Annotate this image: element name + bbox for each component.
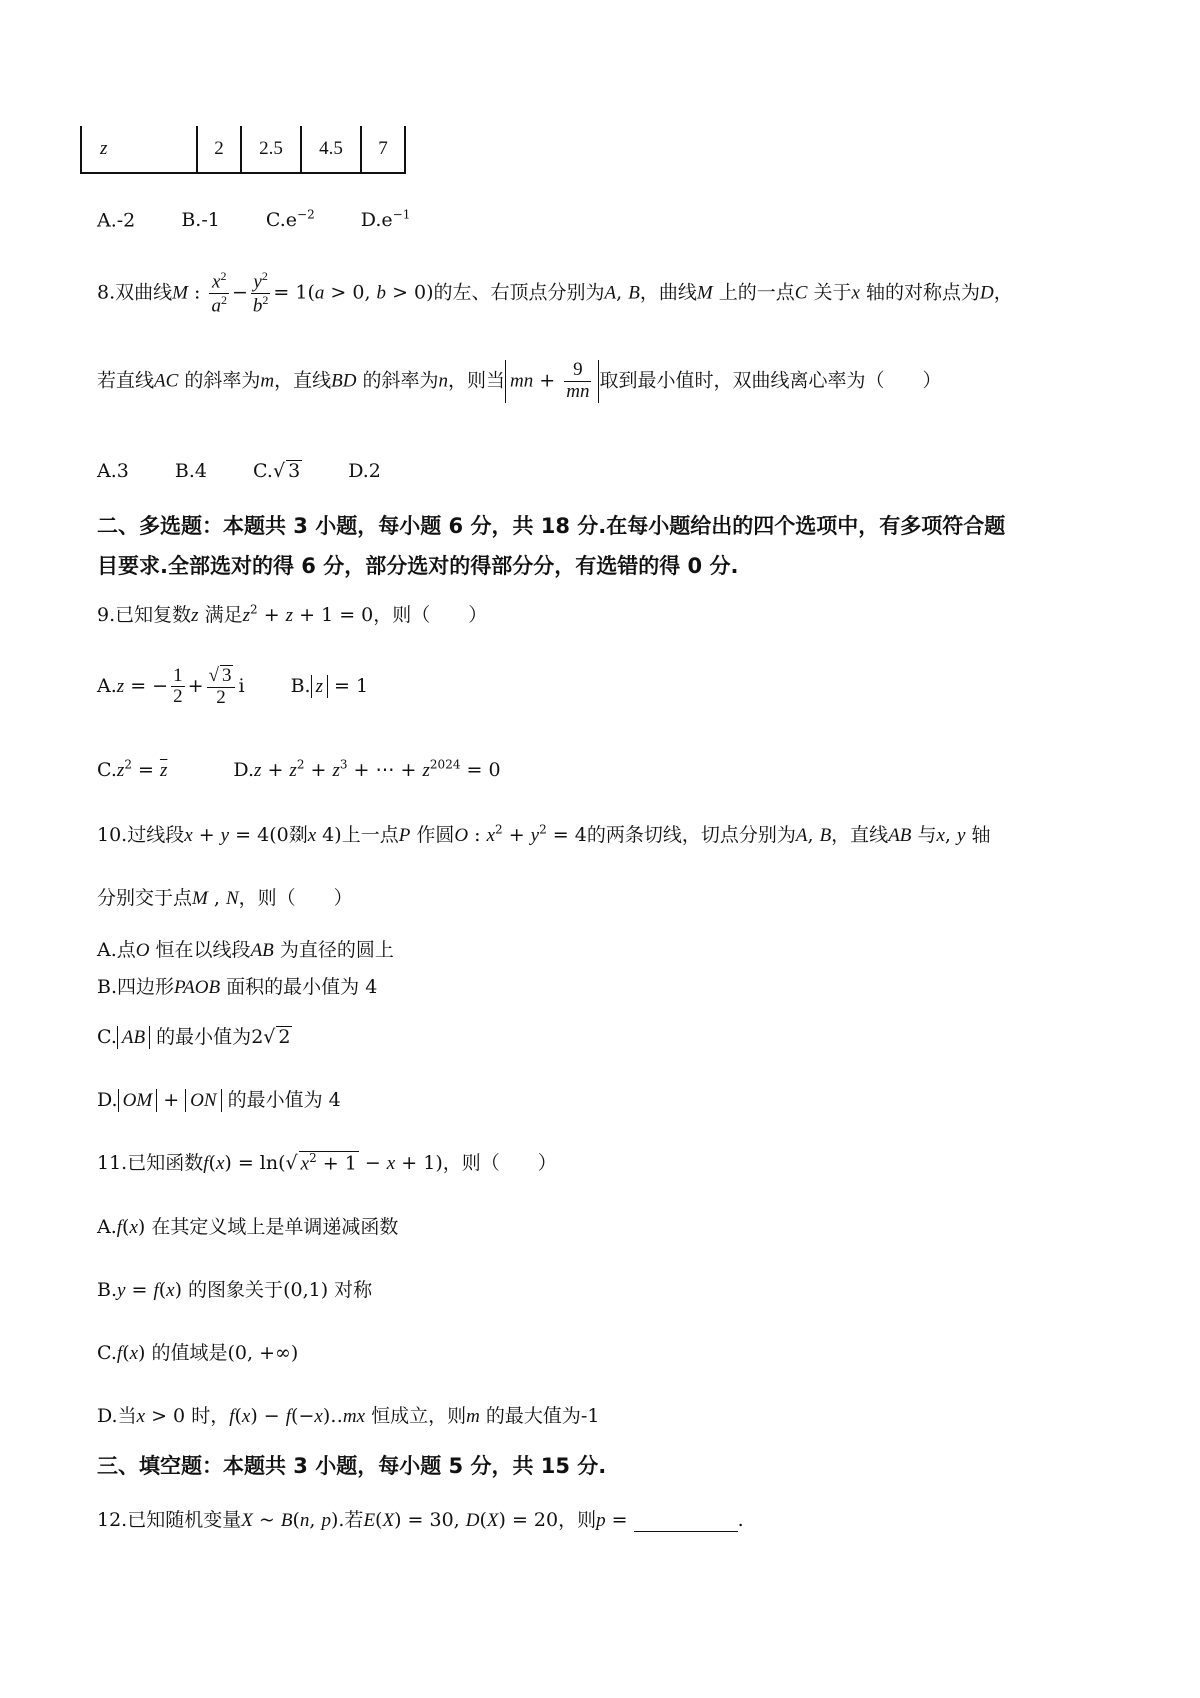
q9-options-ab: [97, 665, 368, 709]
q10-line-2: 分别交于点M , N，则（ ）: [97, 887, 353, 909]
q10-option-b: B.四边形PAOB 面积的最小值为 4: [97, 976, 378, 998]
q7-option-b: B.-1: [181, 209, 220, 232]
section-3-heading: 三、填空题：本题共 3 小题，每小题 5 分，共 15 分.: [97, 1454, 607, 1478]
q7-option-a: A.-2: [97, 209, 136, 232]
q9-option-a: A.z = − $\frac{1}{2}$ + $\frac{√ 3}{2}$ i: [97, 664, 245, 708]
q11-option-b: B.y = f(x) 的图象关于(0,1) 对称: [97, 1279, 373, 1301]
q8-options: [97, 460, 381, 482]
table-row-label: z: [81, 126, 197, 173]
q9-options-cd: [97, 758, 501, 782]
q8-option-b: B.4: [174, 460, 207, 482]
q8-option-c: C.√ 3: [253, 460, 301, 482]
q10-line-1: 10.过线段x + y = 4(0剟x 4)上一点P 作圆O : $x^2 + y^2 = 4$的两条切线，切点分别为A, B，直线AB 与x, y 轴: [97, 822, 991, 846]
answer-blank[interactable]: [634, 1513, 738, 1532]
q7-option-c: $C.e^{-2}$: [265, 208, 315, 232]
q8-option-a: A.3: [97, 460, 129, 482]
section-2-heading: 二、多选题：本题共 3 小题，每小题 6 分，共 18 分.在每小题给出的四个选项中，有多项符合题: [97, 514, 1006, 538]
q12-stem: 12.已知随机变量X ~ B(n, p).若E(X) = 30, D(X) = 20，则p = .: [97, 1509, 744, 1531]
q8-line-2: 若直线AC 的斜率为m，直线BD 的斜率为n，则当 mn + $\frac{9}{mn}$ 取到最小值时，双曲线离心率为（ ）: [97, 359, 942, 402]
q10-option-d: D. OM + ON 的最小值为 4: [97, 1089, 341, 1111]
q11-option-d: D.当x > 0 时，f(x) − f(−x)‥mx 恒成立，则m 的最大值为-1: [97, 1405, 600, 1427]
q11-option-c: C.f(x) 的值域是(0, +∞): [97, 1342, 299, 1364]
table-cell: 7: [361, 126, 405, 173]
table-row: [81, 126, 405, 173]
q9-option-c: $C.z^2 = \overline{z}$: [97, 758, 168, 782]
table-cell: 4.5: [301, 126, 361, 173]
abs-expression: mn + $\frac{9}{mn}$: [505, 360, 599, 403]
section-2-heading-cont: 目要求.全部选对的得 6 分，部分选对的得部分分，有选错的得 0 分.: [97, 554, 739, 578]
table-cell: 2: [197, 126, 241, 173]
q7-option-d: $D.e^{-1}$: [360, 208, 411, 232]
fraction: $\frac{y^2}{b^2}$: [252, 269, 269, 317]
q10-option-c: C. AB 的最小值为2√ 2: [97, 1026, 291, 1048]
q9-option-b: B. z = 1: [290, 674, 369, 697]
q9-stem: 9.已知复数z 满足$z^2 + z + 1 = 0$，则（ ）: [97, 602, 488, 626]
q8-option-d: D.2: [348, 460, 381, 482]
q8-line-1: 8.双曲线M : $\frac{x^2}{a^2}$ − $\frac{y^2}{b^2}$ = 1(a > 0, b > 0)的左、右顶点分别为A, B，曲线M 上的一点C 关于x 轴的对称点为D，: [97, 269, 1013, 317]
value-table: [80, 126, 406, 174]
q7-options: [97, 208, 410, 231]
q10-option-a: A.点O 恒在以线段AB 为直径的圆上: [97, 939, 394, 961]
q11-stem: 11.已知函数f(x) = ln(√ $x^2 + 1 - x + 1$)，则（ ）: [97, 1150, 557, 1174]
q9-option-d: $D.z + z^2 + z^3$ + ⋯ + $z^{2024} = 0$: [233, 758, 501, 782]
fraction: $\frac{x^2}{a^2}$: [211, 269, 227, 317]
table-cell: 2.5: [241, 126, 301, 173]
q11-option-a: A.f(x) 在其定义域上是单调递减函数: [97, 1216, 399, 1238]
